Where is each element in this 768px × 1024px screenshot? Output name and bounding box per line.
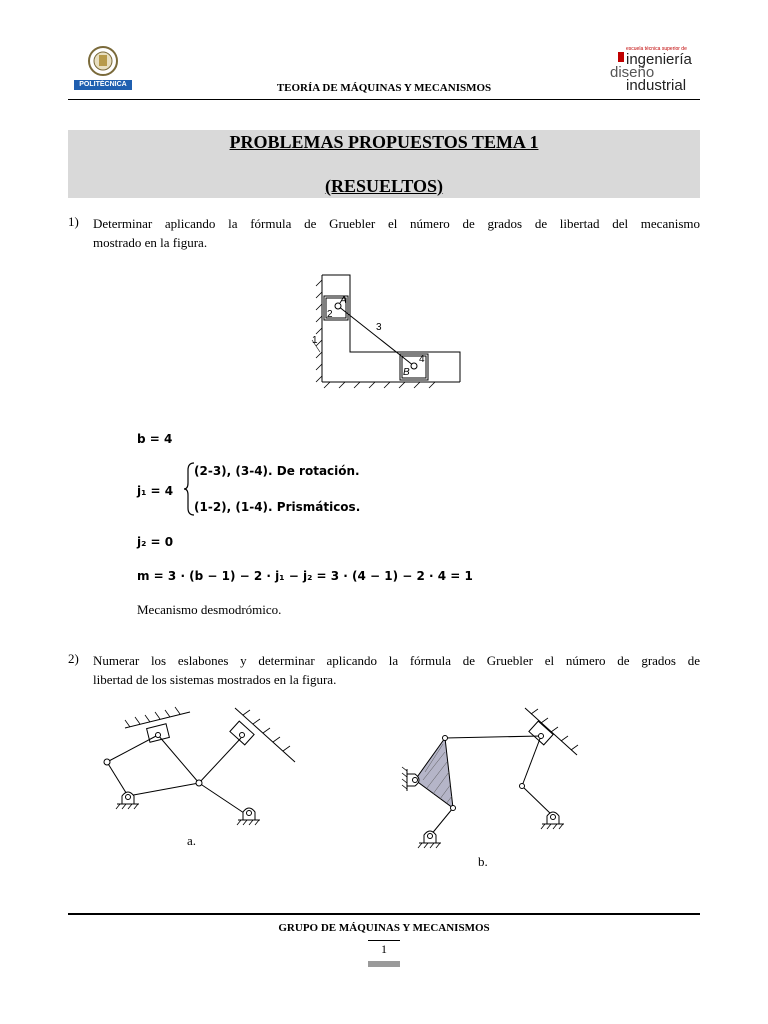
eq-j2: j₂ = 0 [137,535,174,549]
page-title: PROBLEMAS PROPUESTOS TEMA 1 [229,132,539,152]
page-number: 1 [381,942,387,956]
fig1-label-4: 4 [419,354,425,365]
figure-problem1-mechanism [300,270,470,395]
eq-j1-case-prismatic: (1-2), (1-4). Prismáticos. [194,500,361,514]
page-subtitle: (RESUELTOS) [324,176,444,196]
caption-a: a. [187,833,197,848]
eq-j1: j₁ = 4 [137,484,174,498]
eq-j1-case-rotation: (2-3), (3-4). De rotación. [194,464,360,478]
figure-problem2b-mechanism [395,700,585,860]
school-logo-line3: industrial [626,77,687,94]
problem2-number: 2) [68,651,79,666]
problem1-number: 1) [68,214,79,229]
fig1-label-B: B [403,367,410,378]
fig1-label-1: 1 [312,335,318,346]
fig1-label-A: A [340,295,347,306]
fig1-label-2: 2 [327,309,333,320]
school-logo-line2: diseño [610,64,655,81]
caption-b: b. [478,854,488,869]
fig1-label-3: 3 [376,322,382,333]
school-logo-line1: ingeniería [626,51,692,68]
footer-title: GRUPO DE MÁQUINAS Y MECANISMOS [278,922,490,934]
page-number-bar [368,961,400,967]
problem2-text-line2: libertad de los sistemas mostrados en la figura. [93,672,337,687]
problem1-text-line2: mostrado en la figura. [93,235,208,250]
upm-logo-text: POLITÉCNICA [79,81,127,88]
problem1-conclusion: Mecanismo desmodrómico. [137,602,282,617]
eq-b: b = 4 [137,432,173,446]
school-logo-small: escuela técnica superior de [626,46,687,52]
problem2-text-line1: Numerar los eslabones y determinar aplicando la fórmula de Gruebler el número de grados de [93,653,700,668]
school-logo [604,46,700,96]
problem1-text-line1: Determinar aplicando la fórmula de Gruebler el número de grados de libertad del mecanismo [93,216,700,231]
header-rule [68,99,700,100]
title-banner [68,130,700,198]
footer-rule [68,913,700,915]
page-number-rule [368,940,400,941]
figure-problem2a-mechanism [95,700,305,830]
header-title: TEORÍA DE MÁQUINAS Y MECANISMOS [276,82,492,94]
eq-mobility: m = 3 · (b − 1) − 2 · j₁ − j₂ = 3 · (4 − 1) − 2 · 4 = 1 [137,569,473,583]
